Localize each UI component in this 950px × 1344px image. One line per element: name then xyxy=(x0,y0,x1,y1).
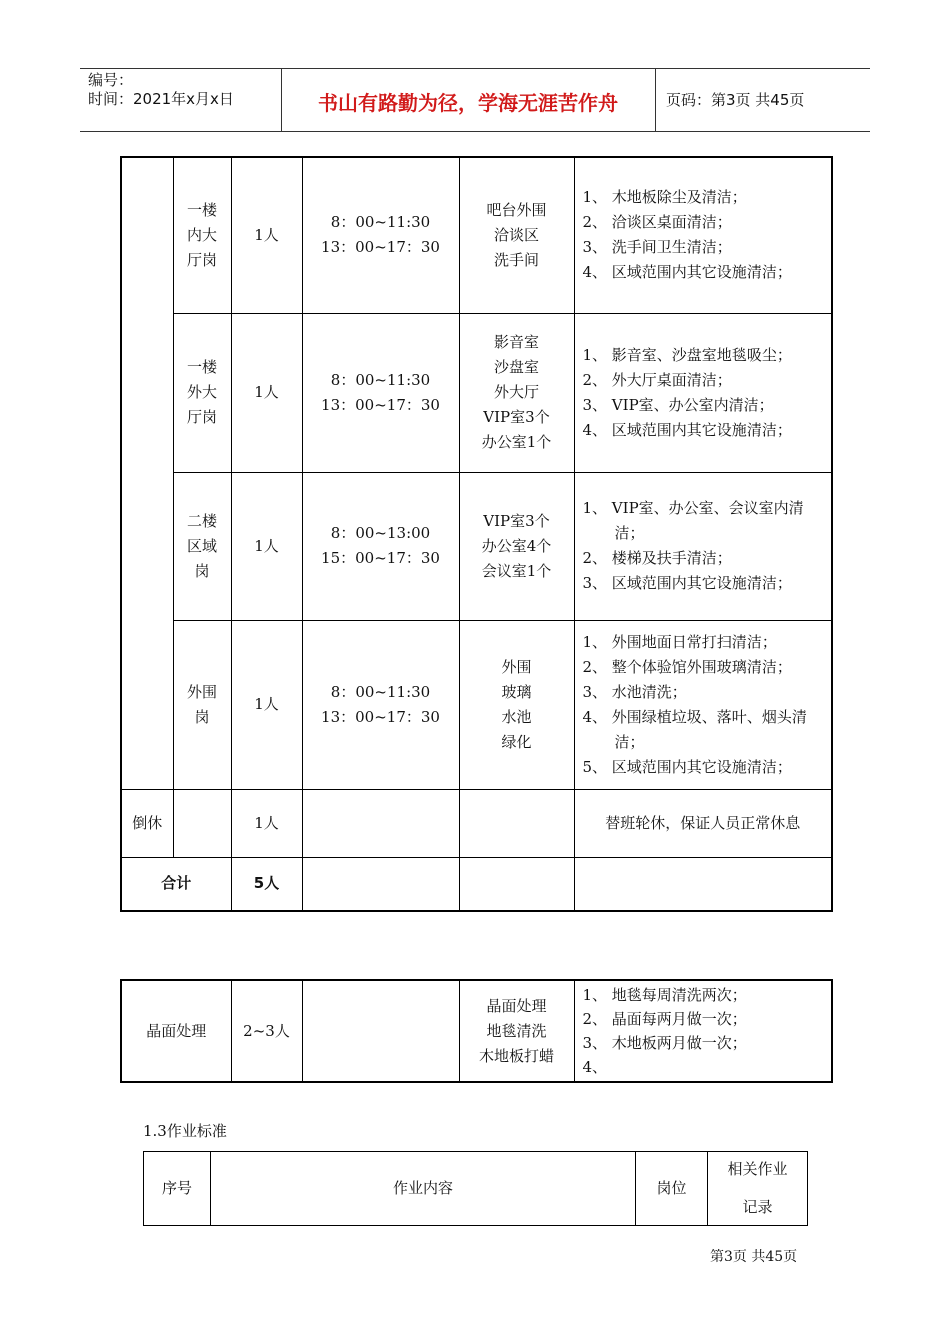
rest-label: 倒休 xyxy=(121,789,173,857)
task-item: 3、 木地板两月做一次； xyxy=(582,1034,747,1052)
task-item: 3、 洗手间卫生清洁； xyxy=(582,238,732,257)
crystal-table xyxy=(120,979,833,1083)
total-count: 5人 xyxy=(231,857,302,911)
hours-cell: 8：00~11:30 13：00~17：30 xyxy=(302,157,459,313)
task-item: 3、 VIP室、办公室内清洁； xyxy=(582,395,774,414)
areas-cell: 影音室 沙盘室 外大厅 VIP室3个 办公室1个 xyxy=(459,313,574,472)
post-cell: 二楼 区域 岗 xyxy=(173,472,231,620)
crystal-label: 晶面处理 xyxy=(121,980,231,1082)
tasks-cell xyxy=(574,980,832,1082)
number-label: 编号： xyxy=(88,71,134,89)
staff-table xyxy=(120,156,833,912)
table-row xyxy=(121,472,832,620)
count-cell: 1人 xyxy=(231,157,302,313)
table-row xyxy=(121,980,832,1082)
task-item: 2、 外大厅桌面清洁； xyxy=(582,370,732,389)
task-item: 1、 地毯每周清洗两次； xyxy=(582,986,747,1004)
column-header: 作业内容 xyxy=(211,1152,636,1226)
task-item: 2、 楼梯及扶手清洁； xyxy=(582,549,732,567)
header-left xyxy=(88,71,234,109)
header-divider xyxy=(655,69,656,131)
crystal-count: 2~3人 xyxy=(231,980,302,1082)
tasks-cell xyxy=(574,157,832,313)
category-cell xyxy=(121,157,173,789)
column-header: 相关作业 记录 xyxy=(708,1152,808,1226)
empty-cell xyxy=(574,857,832,911)
task-item: 3、 区域范围内其它设施清洁； xyxy=(582,574,792,592)
task-item: 1、 外围地面日常打扫清洁； xyxy=(582,632,777,651)
empty-cell xyxy=(173,789,231,857)
column-header: 岗位 xyxy=(636,1152,708,1226)
task-item: 2、 晶面每两月做一次； xyxy=(582,1010,747,1028)
task-item: 5、 区域范围内其它设施清洁； xyxy=(582,757,792,776)
standard-table xyxy=(143,1151,808,1226)
table-row xyxy=(121,620,832,789)
column-header: 序号 xyxy=(144,1152,211,1226)
crystal-areas: 晶面处理 地毯清洗 木地板打蜡 xyxy=(459,980,574,1082)
task-item: 4、 外围绿植垃圾、落叶、烟头清洁； xyxy=(582,707,807,751)
table-header-row xyxy=(144,1152,808,1226)
empty-cell xyxy=(459,857,574,911)
count-cell: 1人 xyxy=(231,313,302,472)
tasks-cell xyxy=(574,620,832,789)
task-item: 1、 VIP室、办公室、会议室内清洁； xyxy=(582,499,804,542)
table-row xyxy=(121,157,832,313)
task-item: 3、 水池清洗； xyxy=(582,682,687,701)
table-row xyxy=(121,313,832,472)
count-cell: 1人 xyxy=(231,472,302,620)
post-cell: 外围 岗 xyxy=(173,620,231,789)
areas-cell: 外围 玻璃 水池 绿化 xyxy=(459,620,574,789)
areas-cell: 吧台外围 洽谈区 洗手间 xyxy=(459,157,574,313)
rest-note: 替班轮休，保证人员正常休息 xyxy=(574,789,832,857)
date-line: 时间：2021年x月x日 xyxy=(88,90,234,108)
empty-cell xyxy=(302,857,459,911)
hours-cell: 8：00~13:00 15：00~17：30 xyxy=(302,472,459,620)
post-cell: 一楼 外大 厅岗 xyxy=(173,313,231,472)
areas-cell: VIP室3个 办公室4个 会议室1个 xyxy=(459,472,574,620)
header-page-info: 页码：第3页 共45页 xyxy=(666,91,805,109)
total-label: 合计 xyxy=(121,857,231,911)
task-item: 4、 区域范围内其它设施清洁； xyxy=(582,263,792,282)
page-footer: 第3页 共45页 xyxy=(710,1249,798,1265)
empty-cell xyxy=(302,980,459,1082)
total-row xyxy=(121,857,832,911)
task-item: 2、 整个体验馆外围玻璃清洁； xyxy=(582,657,792,676)
task-item: 1、 影音室、沙盘室地毯吸尘； xyxy=(582,345,792,364)
page-header xyxy=(80,68,870,132)
task-item: 1、 木地板除尘及清洁； xyxy=(582,188,747,207)
post-cell: 一楼 内大 厅岗 xyxy=(173,157,231,313)
header-motto: 书山有路勤为径，学海无涯苦作舟 xyxy=(318,91,618,115)
count-cell: 1人 xyxy=(231,620,302,789)
task-item: 4、 xyxy=(582,1058,608,1076)
rest-count: 1人 xyxy=(231,789,302,857)
rest-row xyxy=(121,789,832,857)
empty-cell xyxy=(459,789,574,857)
hours-cell: 8：00~11:30 13：00~17：30 xyxy=(302,313,459,472)
empty-cell xyxy=(302,789,459,857)
tasks-cell xyxy=(574,313,832,472)
hours-cell: 8：00~11:30 13：00~17：30 xyxy=(302,620,459,789)
tasks-cell xyxy=(574,472,832,620)
task-item: 4、 区域范围内其它设施清洁； xyxy=(582,420,792,439)
task-item: 2、 洽谈区桌面清洁； xyxy=(582,213,732,232)
section-title: 1.3作业标准 xyxy=(143,1122,227,1140)
